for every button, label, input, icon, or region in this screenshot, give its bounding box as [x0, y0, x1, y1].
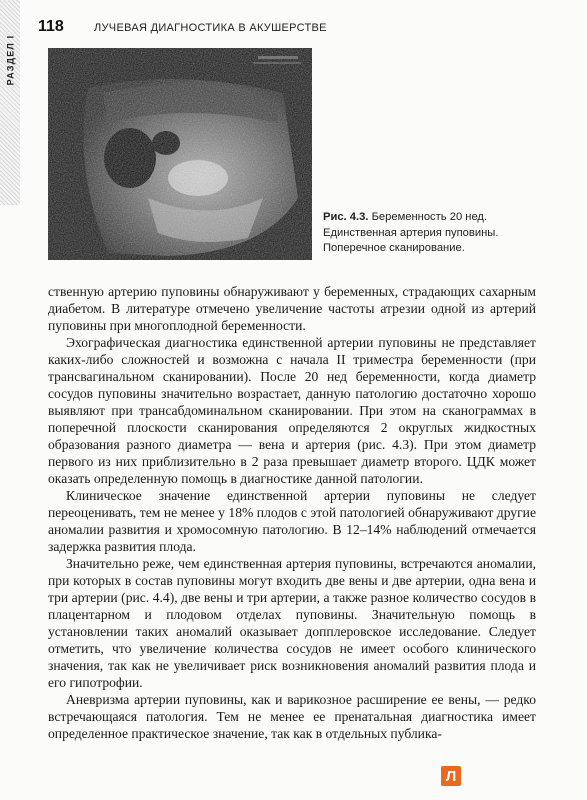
ultrasound-scan-image: [48, 48, 312, 260]
figure-caption: [323, 210, 543, 257]
chapter-side-label: [0, 0, 20, 120]
paragraph: Аневризма артерии пуповины, как и варикозное расширение ее вены, — редко встречающаяся патология. Тем не менее ее пренатальная диагностика имеет определенное практическое значение, так как в отдельных публика-: [48, 692, 536, 741]
paragraph: Эхографическая диагностика единственной артерии пуповины не представляет каких-либо сложностей и возможна с начала II триместра беременности (при трансвагинальном сканировании). После 20 нед беременности, когда диаметр сосудов пуповины значительно возрастает, данную патологию достаточно хорошо выявляют при трансабдоминальном сканировании. При этом на сканограммах в поперечной плоскости сканирования определяются 2 округлых жидкостных образования разного диаметра — вена и артерия (рис. 4.3). При этом диаметр первого из них приблизительно в 2 раза превышает диаметр второго. ЦДК может оказать определенную помощь в диагностике данной патологии.: [48, 335, 536, 486]
ultrasound-figure: [48, 48, 312, 260]
paragraph: Значительно реже, чем единственная артерия пуповины, встречаются аномалии, при которых в состав пуповины могут входить две вены и две артерии, одна вена и три артерии (рис. 4.4), две вены и три артерии, а также разное количество сосудов в плацентарном и плодовом отделах пуповины. Значительную помощь в установлении таких аномалий оказывает допплеровское исследование. Следует отметить, что увеличение количества сосудов не имеет особого клинического значения, так как не увеличивает риск возникновения аномалий развития плода и его гипотрофии.: [48, 556, 536, 690]
running-header-title: ЛУЧЕВАЯ ДИАГНОСТИКА В АКУШЕРСТВЕ: [94, 22, 327, 34]
chapter-side-label-text: РАЗДЕЛ I: [5, 34, 15, 86]
figure-caption-text: Беременность 20 нед. Единственная артерия пуповины. Поперечное сканирование.: [323, 211, 499, 254]
figure-caption-label: Рис. 4.3.: [323, 211, 369, 223]
body-text: [48, 283, 536, 742]
publisher-logo-icon: Л: [441, 766, 461, 786]
paragraph: ственную артерию пуповины обнаруживают у беременных, страдающих сахарным диабетом. В литературе отмечено увеличение частоты атрезии одной из артерий пуповины при многоплодной беременности.: [48, 284, 536, 333]
paragraph: Клиническое значение единственной артерии пуповины не следует переоценивать, тем не менее у 18% плодов с этой патологией обнаруживают другие аномалии развития и хромосомную патологию. В 12–14% наблюдений отмечается задержка развития плода.: [48, 488, 536, 554]
page-number: 118: [38, 18, 64, 35]
